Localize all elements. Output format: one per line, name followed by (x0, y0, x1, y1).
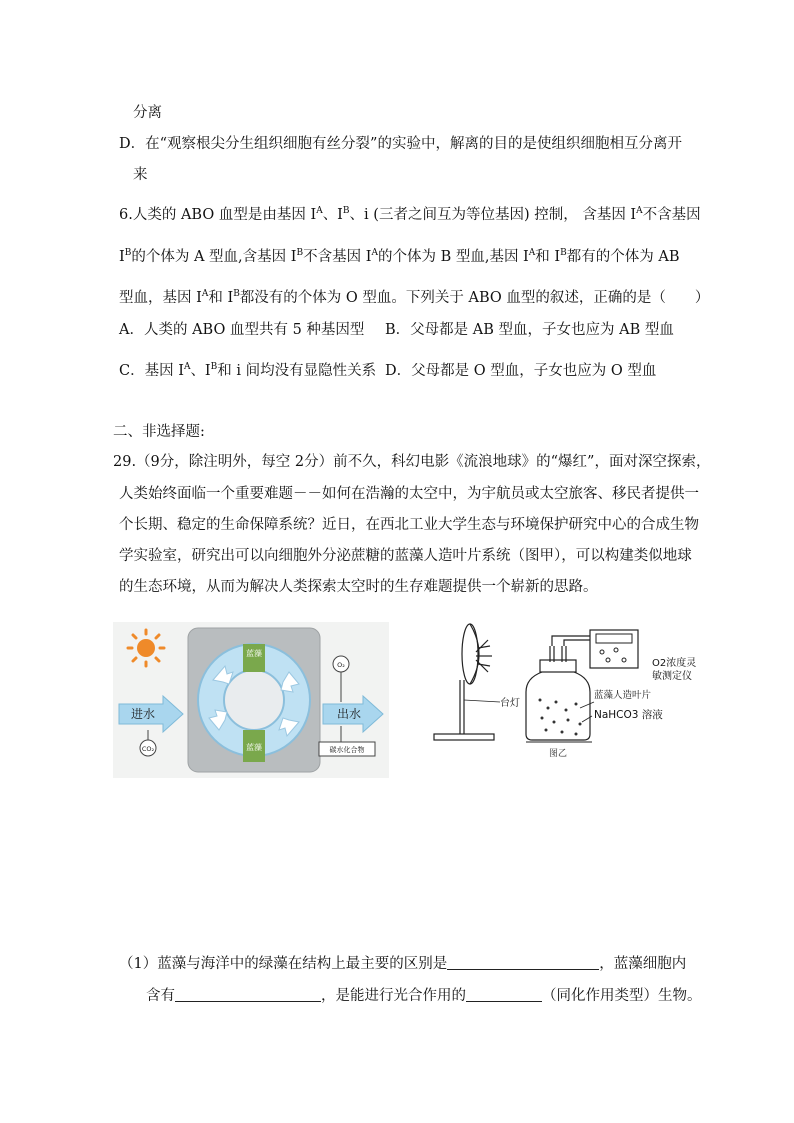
option-c: C．基因 $I^A$、$I^B$和 i 间均没有显隐性关系 (119, 362, 377, 379)
algae-top-label: 蓝藻 (246, 649, 262, 658)
question-6-line-1: 6.人类的 ABO 血型是由基因 $I^A$、$I^B$、i (三者之间互为等位基因) 控制， 含基因 $I^A$不含基因 (119, 206, 701, 223)
question-29-line-5: 的生态环境，从而为解决人类探索太空时的生存难题提供一个崭新的思路。 (119, 579, 598, 595)
leaf-label: 蓝藻人造叶片 (594, 690, 652, 701)
option-a: A．人类的 ABO 血型共有 5 种基因型 (119, 322, 365, 338)
algae-bottom-label: 蓝藻 (246, 743, 262, 752)
option-d-line-2: 来 (133, 167, 148, 183)
question-29-line-2: 人类始终面临一个重要难题－－如何在浩瀚的太空中，为宇航员或太空旅客、移民者提供一 (119, 486, 699, 502)
figure-artificial-leaf-system (113, 622, 389, 778)
question-29-line-1: 29.（9分，除注明外，每空 2分）前不久，科幻电影《流浪地球》的“爆红”，面对深空探索， (113, 454, 711, 470)
question-6-line-2: $I^B$的个体为 A 型血,含基因 $I^B$不含基因 $I^A$的个体为 B 型血,基因 $I^A$和 $I^B$都有的个体为 AB (119, 248, 680, 265)
subquestion-1-line-1: （1）蓝藻与海洋中的绿藻在结构上最主要的区别是 ，蓝藻细胞内 (119, 956, 687, 972)
figure-oxygen-measurement (430, 622, 710, 760)
outlet-label: 出水 (336, 707, 362, 721)
option-b: B．父母都是 AB 型血，子女也应为 AB 型血 (385, 322, 674, 338)
section-title: 二、非选择题: (113, 424, 205, 440)
question-29-line-3: 个长期、稳定的生命保障系统？近日，在西北工业大学生态与环境保护研究中心的合成生物 (119, 517, 699, 533)
jar-icon (526, 636, 594, 740)
o2-label: O₂ (337, 661, 345, 669)
meter-label: O2浓度灵 敏测定仪 (652, 658, 697, 682)
figure-b-caption: 图乙 (548, 749, 568, 759)
answer-blank-1[interactable] (447, 955, 599, 970)
subquestion-1-line-2: 含有 ，是能进行光合作用的 （同化作用类型）生物。 (146, 988, 702, 1004)
lamp-label: 台灯 (500, 698, 520, 709)
option-d: D．父母都是 O 型血，子女也应为 O 型血 (385, 363, 657, 379)
answer-blank-2[interactable] (175, 987, 321, 1002)
text-line-1: 分离 (133, 105, 162, 121)
question-29-line-4: 学实验室，研究出可以向细胞外分泌蔗糖的蓝藻人造叶片系统（图甲），可以构建类似地球 (119, 548, 692, 564)
co2-label: CO₂ (141, 745, 155, 753)
carbohydrate-label: 碳水化合物 (329, 746, 365, 754)
answer-blank-3[interactable] (466, 987, 542, 1002)
question-6-line-3: 型血，基因 $I^A$和 $I^B$都没有的个体为 O 型血。下列关于 ABO 血型的叙述，正确的是（ ） (119, 289, 710, 306)
option-d-line-1: D．在“观察根尖分生组织细胞有丝分裂”的实验中，解离的目的是使组织细胞相互分离开 (119, 136, 682, 152)
inlet-label: 进水 (130, 707, 156, 721)
lamp-icon (434, 624, 494, 740)
sun-icon (128, 630, 164, 666)
solution-label: NaHCO3 溶液 (594, 709, 663, 721)
